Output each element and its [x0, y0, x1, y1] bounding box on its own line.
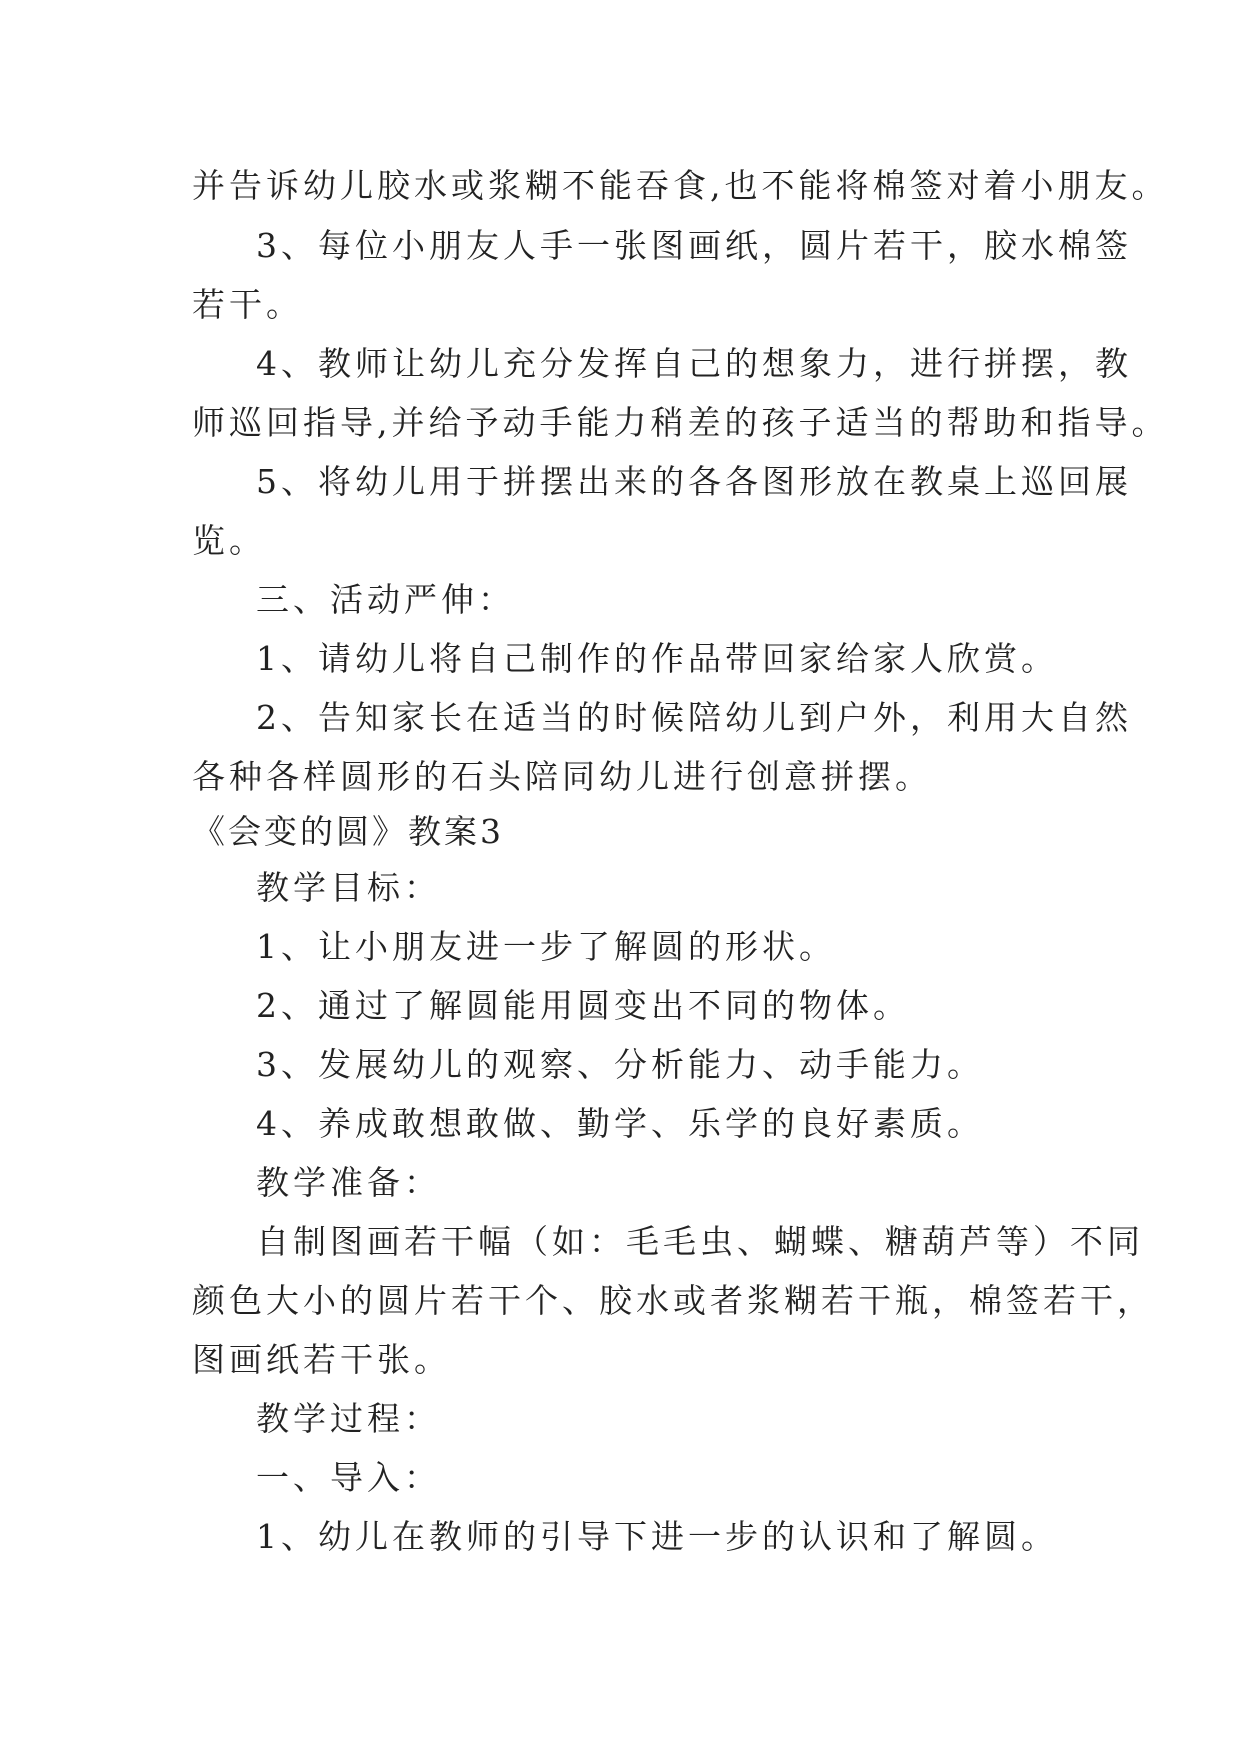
- text-line: 师巡回指导,并给予动手能力稍差的孩子适当的帮助和指导。: [192, 403, 1169, 442]
- section-heading: 一、导入：: [256, 1458, 441, 1497]
- text-line: 图画纸若干张。: [192, 1340, 451, 1379]
- text-line: 2、通过了解圆能用圆变出不同的物体。: [256, 986, 910, 1025]
- text-line: 4、教师让幼儿充分发挥自己的想象力，进行拼摆，教: [256, 344, 1132, 383]
- text-line: 1、幼儿在教师的引导下进一步的认识和了解圆。: [256, 1517, 1058, 1556]
- text-line: 4、养成敢想敢做、勤学、乐学的良好素质。: [256, 1104, 984, 1143]
- text-line: 3、每位小朋友人手一张图画纸，圆片若干，胶水棉签: [256, 226, 1132, 265]
- text-line: 览。: [192, 521, 266, 560]
- text-line: 1、请幼儿将自己制作的作品带回家给家人欣赏。: [256, 639, 1058, 678]
- document-title: 《会变的圆》教案3: [192, 812, 504, 851]
- section-heading: 教学过程：: [256, 1399, 441, 1438]
- section-heading: 三、活动严伸：: [256, 580, 515, 619]
- text-line: 1、让小朋友进一步了解圆的形状。: [256, 927, 836, 966]
- text-line: 5、将幼儿用于拼摆出来的各各图形放在教桌上巡回展: [256, 462, 1132, 501]
- text-line: 3、发展幼儿的观察、分析能力、动手能力。: [256, 1045, 984, 1084]
- text-line: 并告诉幼儿胶水或浆糊不能吞食,也不能将棉签对着小朋友。: [192, 166, 1169, 205]
- text-line: 自制图画若干幅（如：毛毛虫、蝴蝶、糖葫芦等）不同: [256, 1222, 1144, 1261]
- section-heading: 教学准备：: [256, 1163, 441, 1202]
- text-line: 2、告知家长在适当的时候陪幼儿到户外，利用大自然: [256, 698, 1132, 737]
- section-heading: 教学目标：: [256, 868, 441, 907]
- text-line: 各种各样圆形的石头陪同幼儿进行创意拼摆。: [192, 757, 932, 796]
- text-line: 颜色大小的圆片若干个、胶水或者浆糊若干瓶，棉签若干，: [192, 1281, 1154, 1320]
- text-line: 若干。: [192, 285, 303, 324]
